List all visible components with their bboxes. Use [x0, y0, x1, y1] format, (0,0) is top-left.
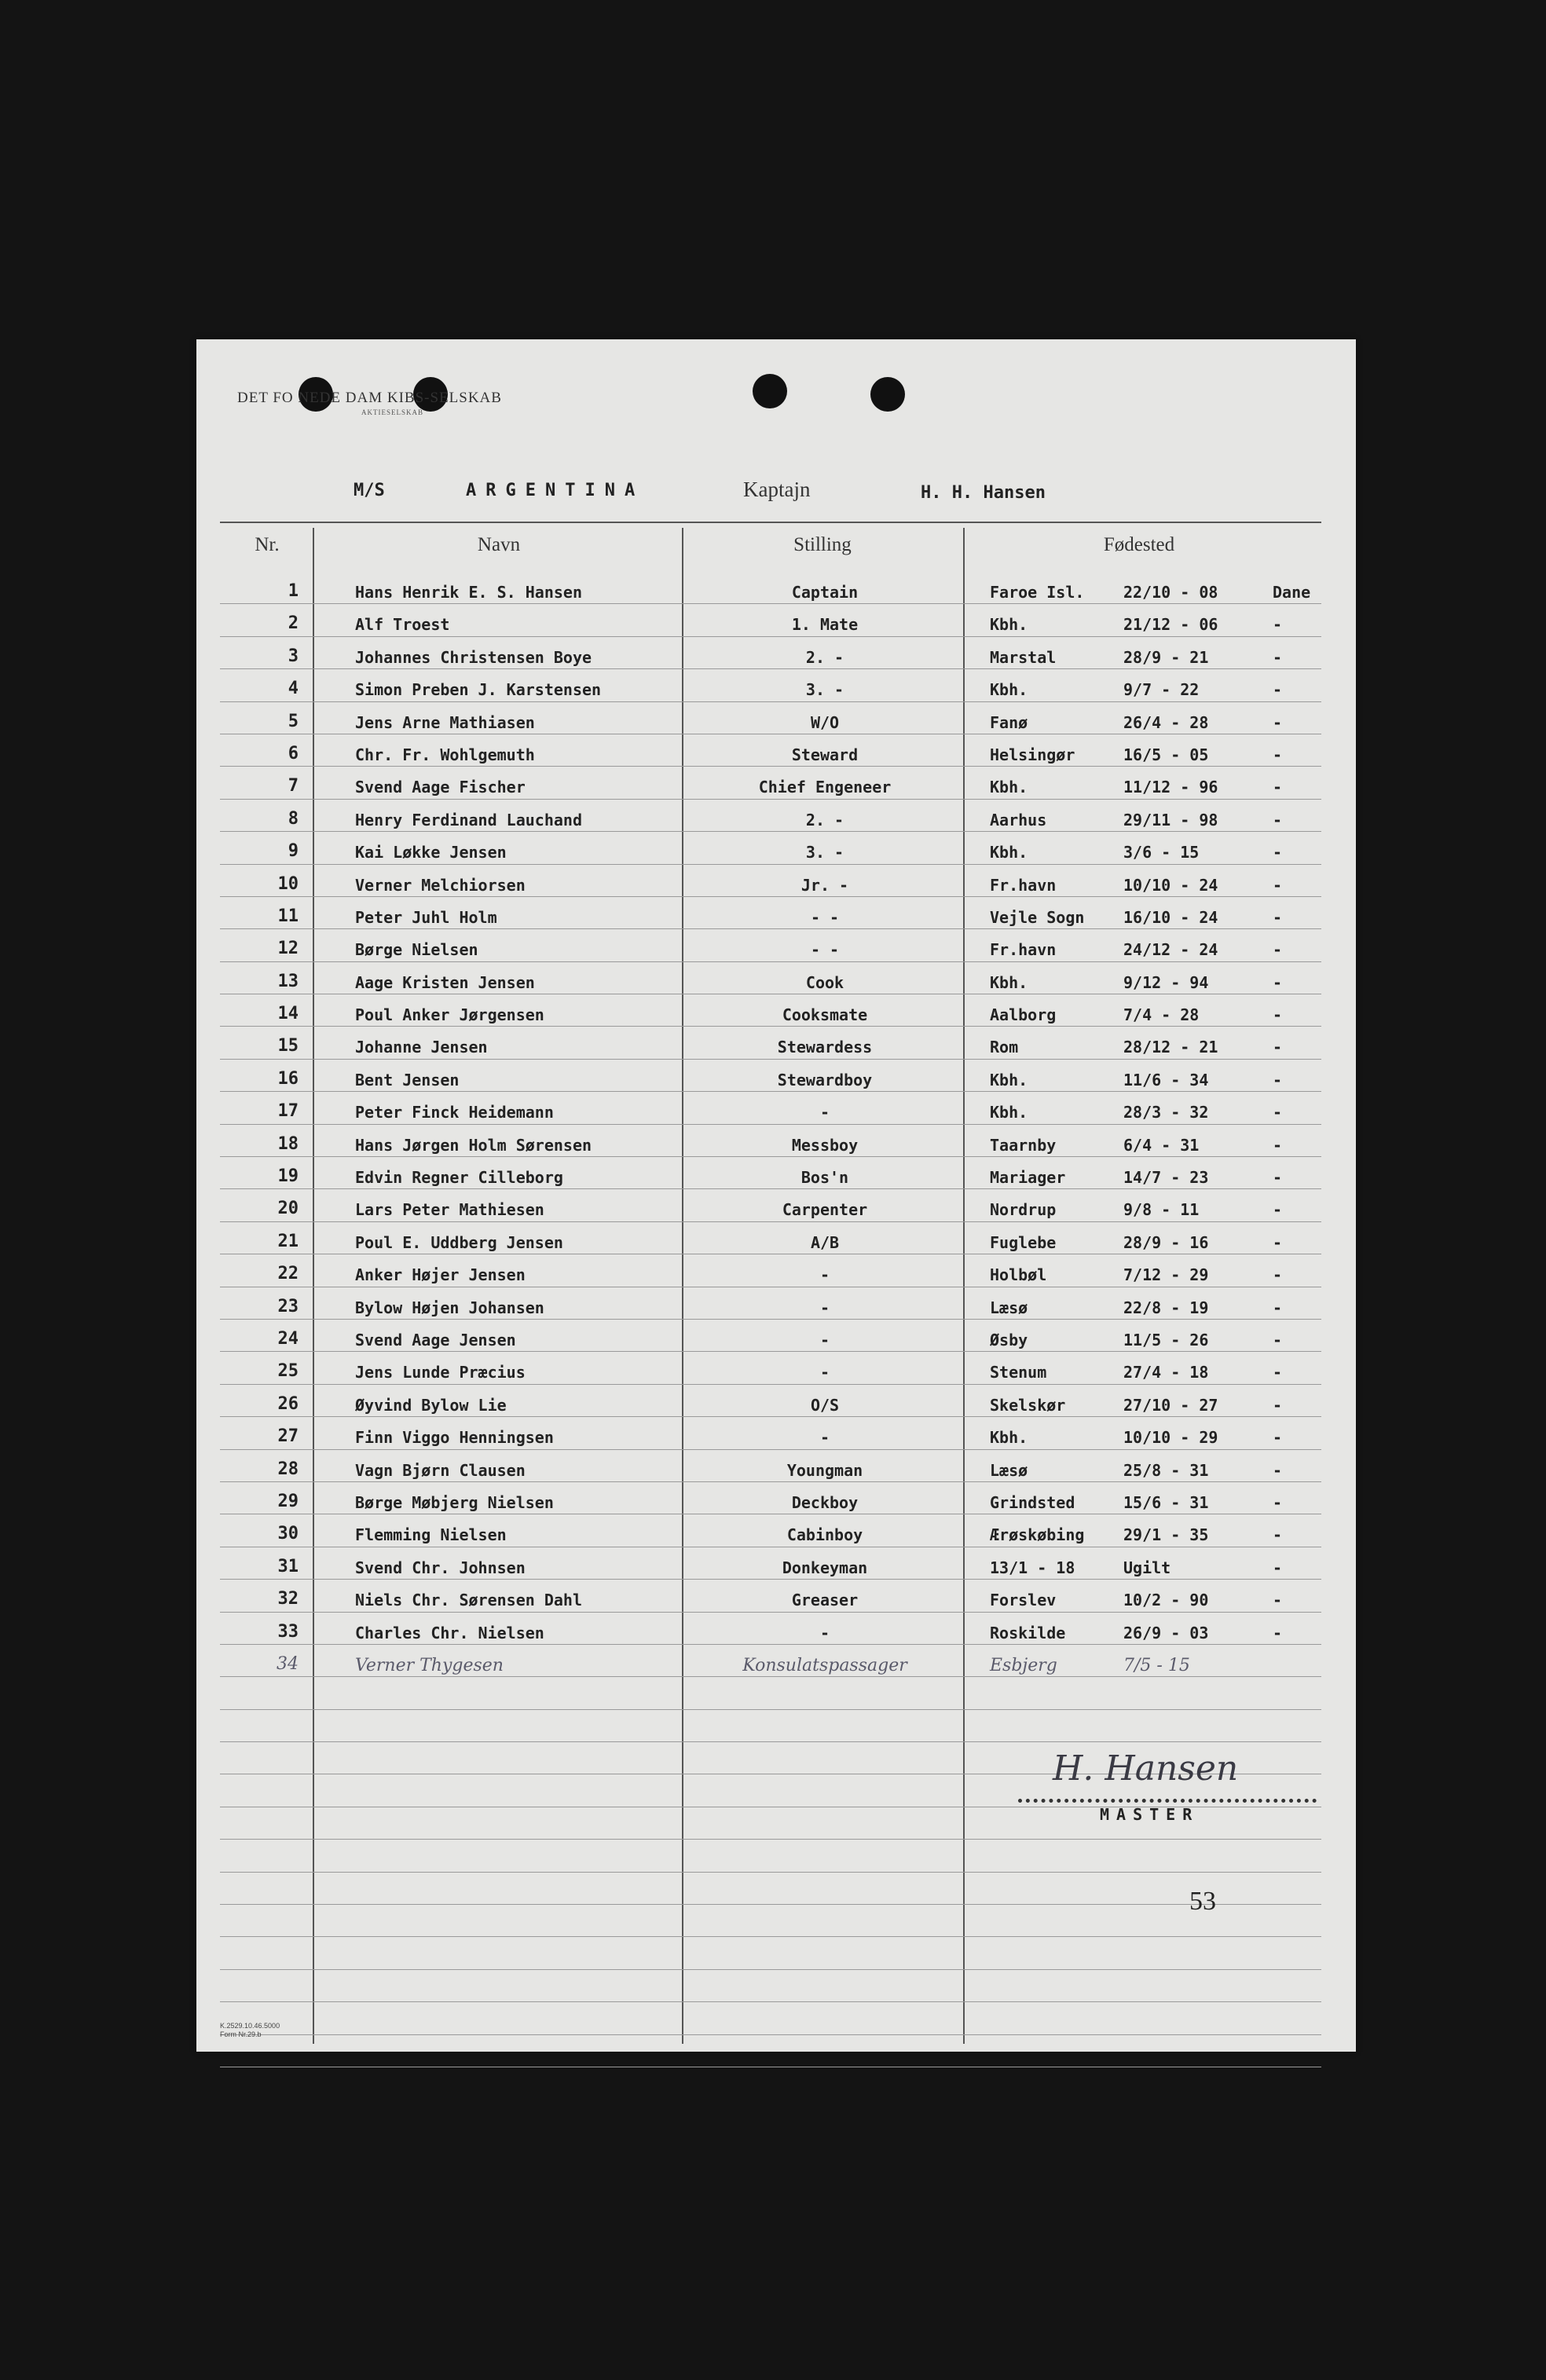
crew-cell-nat: -: [1273, 1591, 1283, 1610]
crew-cell-stil: 2. -: [805, 647, 844, 667]
empty-row: [220, 1677, 1321, 1709]
crew-cell-fod: Ærøskøbing: [990, 1525, 1085, 1545]
crew-cell-stil: Cook: [805, 972, 844, 992]
crew-cell-fod: Forslev: [990, 1591, 1057, 1610]
crew-cell-fod: Kbh.: [990, 1070, 1028, 1089]
crew-cell-stil: Stewardess: [777, 1038, 873, 1057]
crew-cell-nat: -: [1273, 1070, 1283, 1089]
crew-cell-dato: 3/6 - 15: [1123, 843, 1200, 862]
crew-cell-navn: Lars Peter Mathiesen: [355, 1200, 544, 1220]
crew-row: [220, 1320, 1321, 1352]
crew-cell-navn: Jens Arne Mathiasen: [355, 712, 535, 732]
crew-cell-fod: Stenum: [990, 1363, 1047, 1382]
crew-cell-stil: - -: [810, 907, 840, 927]
crew-cell-navn: Simon Preben J. Karstensen: [355, 680, 602, 700]
crew-row: [220, 572, 1321, 604]
form-code: [220, 2022, 280, 2039]
crew-cell-stil: Youngman: [786, 1460, 863, 1480]
crew-cell-nr: 11: [277, 906, 299, 926]
crew-cell-dato: 21/12 - 06: [1123, 615, 1218, 635]
crew-cell-nat: -: [1273, 1005, 1283, 1025]
crew-cell-fod: Fr.havn: [990, 940, 1057, 960]
crew-cell-nat: -: [1273, 778, 1283, 797]
crew-row: [220, 865, 1321, 897]
crew-cell-fod: Kbh.: [990, 972, 1028, 992]
crew-cell-dato: 15/6 - 31: [1123, 1492, 1209, 1512]
crew-cell-navn: Edvin Regner Cilleborg: [355, 1168, 563, 1188]
column-header-nr: Nr.: [255, 534, 280, 555]
crew-cell-nat: Dane: [1273, 583, 1311, 602]
crew-cell-dato: 24/12 - 24: [1123, 940, 1218, 960]
form-code-line: K.2529.10.46.5000: [220, 2022, 280, 2030]
crew-row: [220, 1222, 1321, 1254]
crew-cell-fod: Fr.havn: [990, 875, 1057, 895]
crew-cell-nr: 32: [277, 1589, 299, 1609]
crew-cell-fod: Grindsted: [990, 1492, 1075, 1512]
crew-cell-nat: -: [1273, 1460, 1283, 1480]
crew-cell-stil: -: [819, 1623, 830, 1642]
crew-cell-navn: Svend Chr. Johnsen: [355, 1558, 526, 1577]
crew-cell-navn: Peter Juhl Holm: [355, 907, 497, 927]
crew-cell-navn: Børge Møbjerg Nielsen: [355, 1492, 554, 1512]
empty-row: [220, 1937, 1321, 1969]
crew-cell-stil: -: [819, 1103, 830, 1122]
crew-cell-nat: -: [1273, 1492, 1283, 1512]
crew-row: [220, 604, 1321, 636]
crew-cell-dato: 9/12 - 94: [1123, 972, 1209, 992]
crew-cell-nat: -: [1273, 1298, 1283, 1317]
crew-cell-nat: -: [1273, 810, 1283, 829]
crew-cell-navn: Svend Aage Fischer: [355, 778, 526, 797]
crew-cell-dato: 16/10 - 24: [1123, 907, 1218, 927]
crew-cell-nr: 14: [277, 1004, 299, 1024]
crew-cell-nat: -: [1273, 1168, 1283, 1188]
crew-cell-dato: 14/7 - 23: [1123, 1168, 1209, 1188]
crew-cell-stil: Cooksmate: [782, 1005, 868, 1025]
crew-row: [220, 1060, 1321, 1092]
crew-cell-nat: -: [1273, 1525, 1283, 1545]
crew-cell-nat: -: [1273, 907, 1283, 927]
crew-cell-stil: 2. -: [805, 810, 844, 829]
crew-cell-navn: Flemming Nielsen: [355, 1525, 507, 1545]
crew-cell-dato: 9/8 - 11: [1123, 1200, 1200, 1220]
empty-row: [220, 1970, 1321, 2002]
crew-cell-stil: Jr. -: [800, 875, 849, 895]
crew-cell-dato: 22/10 - 08: [1123, 583, 1218, 602]
crew-cell-fod: Esbjerg: [990, 1655, 1057, 1675]
empty-row: [220, 1840, 1321, 1872]
crew-cell-nat: -: [1273, 1038, 1283, 1057]
crew-cell-fod: Fuglebe: [990, 1232, 1057, 1252]
crew-cell-dato: 27/4 - 18: [1123, 1363, 1209, 1382]
crew-row: [220, 1352, 1321, 1384]
crew-cell-nr: 3: [288, 646, 299, 666]
crew-cell-dato: 16/5 - 05: [1123, 745, 1209, 764]
crew-cell-dato: 25/8 - 31: [1123, 1460, 1209, 1480]
crew-cell-navn: Poul E. Uddberg Jensen: [355, 1232, 563, 1252]
crew-cell-nat: -: [1273, 1623, 1283, 1642]
crew-row: [220, 1613, 1321, 1645]
crew-cell-navn: Johanne Jensen: [355, 1038, 488, 1057]
crew-cell-navn: Vagn Bjørn Clausen: [355, 1460, 526, 1480]
empty-row: [220, 1905, 1321, 1937]
crew-cell-dato: 9/7 - 22: [1123, 680, 1200, 700]
header-rule: [220, 522, 1321, 523]
crew-cell-navn: Alf Troest: [355, 615, 450, 635]
crew-cell-navn: Kai Løkke Jensen: [355, 843, 507, 862]
crew-cell-stil: Messboy: [791, 1135, 859, 1155]
vessel-line: [354, 481, 644, 500]
crew-cell-stil: Cabinboy: [786, 1525, 863, 1545]
crew-cell-stil: Carpenter: [782, 1200, 868, 1220]
crew-cell-nat: -: [1273, 647, 1283, 667]
crew-cell-navn: Hans Jørgen Holm Sørensen: [355, 1135, 592, 1155]
crew-cell-stil: Bos'n: [800, 1168, 849, 1188]
crew-cell-nr: 33: [277, 1621, 299, 1642]
crew-cell-nat: -: [1273, 1103, 1283, 1122]
crew-cell-fod: 13/1 - 18: [990, 1558, 1075, 1577]
crew-row: [220, 1027, 1321, 1059]
crew-cell-stil: -: [819, 1298, 830, 1317]
crew-cell-nr: 23: [277, 1296, 299, 1316]
crew-cell-fod: Øsby: [990, 1330, 1028, 1349]
crew-cell-dato: 10/10 - 24: [1123, 875, 1218, 895]
crew-cell-stil: O/S: [810, 1395, 840, 1415]
master-label: MASTER: [1100, 1805, 1200, 1824]
crew-cell-navn: Anker Højer Jensen: [355, 1265, 526, 1285]
master-signature: H. Hansen: [1053, 1748, 1239, 1789]
crew-cell-nr: 24: [277, 1328, 299, 1349]
crew-cell-nr: 29: [277, 1491, 299, 1511]
crew-cell-nr: 7: [288, 776, 299, 796]
crew-cell-nr: 27: [277, 1426, 299, 1447]
crew-row: [220, 1450, 1321, 1482]
crew-cell-stil: Donkeyman: [782, 1558, 868, 1577]
crew-cell-nr: 18: [277, 1133, 299, 1154]
crew-cell-nat: -: [1273, 1265, 1283, 1285]
empty-row: [220, 1873, 1321, 1905]
crew-row: [220, 962, 1321, 994]
crew-row: [220, 1482, 1321, 1514]
crew-cell-navn: Poul Anker Jørgensen: [355, 1005, 544, 1025]
crew-cell-fod: Kbh.: [990, 778, 1028, 797]
crew-cell-nat: -: [1273, 875, 1283, 895]
crew-cell-fod: Holbøl: [990, 1265, 1047, 1285]
crew-cell-fod: Kbh.: [990, 680, 1028, 700]
crew-cell-navn: Svend Aage Jensen: [355, 1330, 516, 1349]
crew-cell-stil: 3. -: [805, 843, 844, 862]
crew-cell-nr: 17: [277, 1101, 299, 1122]
crew-cell-stil: Stewardboy: [777, 1070, 873, 1089]
company-subtitle: AKTIESELSKAB: [361, 408, 423, 416]
crew-cell-nr: 4: [288, 679, 299, 699]
crew-cell-navn: Bent Jensen: [355, 1070, 460, 1089]
crew-cell-nr: 10: [277, 873, 299, 894]
crew-cell-stil: -: [819, 1428, 830, 1448]
crew-row: [220, 767, 1321, 799]
crew-cell-fod: Kbh.: [990, 843, 1028, 862]
crew-cell-nat: -: [1273, 1232, 1283, 1252]
crew-cell-nr: 9: [288, 841, 299, 862]
crew-row: [220, 832, 1321, 864]
crew-cell-nat: -: [1273, 1135, 1283, 1155]
crew-cell-nat: -: [1273, 1395, 1283, 1415]
crew-cell-nr: 22: [277, 1264, 299, 1284]
crew-cell-navn: Chr. Fr. Wohlgemuth: [355, 745, 535, 764]
crew-cell-fod: Mariager: [990, 1168, 1066, 1188]
crew-row: [220, 637, 1321, 669]
crew-row: [220, 1189, 1321, 1221]
crew-cell-stil: Greaser: [791, 1591, 859, 1610]
crew-cell-nr: 19: [277, 1166, 299, 1187]
crew-cell-nr: 16: [277, 1068, 299, 1089]
crew-row: [220, 1417, 1321, 1449]
column-header-fodested: Fødested: [1103, 534, 1175, 555]
empty-row: [220, 2035, 1321, 2067]
crew-cell-dato: Ugilt: [1123, 1558, 1171, 1577]
crew-row: [220, 1385, 1321, 1417]
crew-cell-nat: -: [1273, 1558, 1283, 1577]
crew-cell-dato: 11/12 - 96: [1123, 778, 1218, 797]
crew-cell-navn: Jens Lunde Præcius: [355, 1363, 526, 1382]
crew-cell-dato: 26/4 - 28: [1123, 712, 1209, 732]
crew-cell-navn: Henry Ferdinand Lauchand: [355, 810, 582, 829]
crew-row: [220, 669, 1321, 701]
crew-row: [220, 1514, 1321, 1547]
crew-cell-fod: Fanø: [990, 712, 1028, 732]
vessel-name: ARGENTINA: [466, 481, 645, 500]
crew-cell-nr: 20: [277, 1199, 299, 1219]
crew-cell-dato: 29/11 - 98: [1123, 810, 1218, 829]
crew-cell-navn: Øyvind Bylow Lie: [355, 1395, 507, 1415]
crew-cell-navn: Johannes Christensen Boye: [355, 647, 592, 667]
crew-cell-stil: A/B: [810, 1232, 840, 1252]
crew-cell-stil: -: [819, 1330, 830, 1349]
empty-row: [220, 1710, 1321, 1742]
crew-row: [220, 1547, 1321, 1580]
crew-cell-dato: 10/10 - 29: [1123, 1428, 1218, 1448]
crew-row: [220, 1645, 1321, 1677]
crew-cell-dato: 11/5 - 26: [1123, 1330, 1209, 1349]
crew-cell-dato: 22/8 - 19: [1123, 1298, 1209, 1317]
crew-cell-nat: -: [1273, 1428, 1283, 1448]
crew-cell-fod: Læsø: [990, 1460, 1028, 1480]
crew-cell-navn: Finn Viggo Henningsen: [355, 1428, 554, 1448]
crew-cell-navn: Hans Henrik E. S. Hansen: [355, 583, 582, 602]
crew-cell-nr: 12: [277, 939, 299, 959]
crew-row: [220, 702, 1321, 734]
crew-row: [220, 1125, 1321, 1157]
crew-cell-nr: 1: [288, 581, 299, 601]
crew-cell-fod: Kbh.: [990, 1103, 1028, 1122]
crew-cell-fod: Aalborg: [990, 1005, 1057, 1025]
crew-cell-nat: -: [1273, 680, 1283, 700]
crew-cell-fod: Taarnby: [990, 1135, 1057, 1155]
crew-cell-dato: 6/4 - 31: [1123, 1135, 1200, 1155]
crew-cell-stil: - -: [810, 940, 840, 960]
crew-row: [220, 1254, 1321, 1287]
crew-cell-fod: Rom: [990, 1038, 1019, 1057]
crew-cell-navn: Charles Chr. Nielsen: [355, 1623, 544, 1642]
crew-cell-navn: Bylow Højen Johansen: [355, 1298, 544, 1317]
crew-cell-nat: -: [1273, 712, 1283, 732]
crew-row: [220, 897, 1321, 929]
crew-list-sheet: [196, 339, 1356, 2052]
crew-cell-nr: 21: [277, 1231, 299, 1251]
crew-cell-fod: Skelskør: [990, 1395, 1066, 1415]
crew-cell-fod: Vejle Sogn: [990, 907, 1085, 927]
crew-row: [220, 1287, 1321, 1320]
crew-cell-stil: -: [819, 1265, 830, 1285]
crew-cell-stil: Deckboy: [791, 1492, 859, 1512]
crew-cell-nr: 2: [288, 613, 299, 634]
signature-dotted-line: [1018, 1799, 1317, 1803]
crew-cell-fod: Roskilde: [990, 1623, 1066, 1642]
captain-name: H. H. Hansen: [921, 483, 1046, 503]
crew-cell-nat: -: [1273, 843, 1283, 862]
crew-cell-nr: 30: [277, 1524, 299, 1544]
crew-cell-nr: 15: [277, 1036, 299, 1056]
crew-row: [220, 734, 1321, 767]
crew-cell-navn: Verner Thygesen: [355, 1655, 504, 1675]
crew-cell-nr: 13: [277, 971, 299, 991]
crew-cell-navn: Peter Finck Heidemann: [355, 1103, 554, 1122]
crew-cell-stil: -: [819, 1363, 830, 1382]
crew-cell-stil: Konsulatspassager: [742, 1655, 907, 1675]
crew-cell-stil: 1. Mate: [791, 615, 859, 635]
crew-cell-dato: 7/12 - 29: [1123, 1265, 1209, 1285]
crew-cell-nr: 26: [277, 1393, 299, 1414]
crew-cell-navn: Aage Kristen Jensen: [355, 972, 535, 992]
crew-row: [220, 800, 1321, 832]
crew-row: [220, 1092, 1321, 1124]
crew-cell-dato: 28/9 - 21: [1123, 647, 1209, 667]
crew-cell-dato: 11/6 - 34: [1123, 1070, 1209, 1089]
crew-cell-dato: 28/9 - 16: [1123, 1232, 1209, 1252]
punch-hole: [870, 377, 905, 412]
crew-cell-dato: 27/10 - 27: [1123, 1395, 1218, 1415]
crew-cell-nat: -: [1273, 1330, 1283, 1349]
crew-cell-fod: Helsingør: [990, 745, 1075, 764]
crew-cell-nr: 28: [277, 1459, 299, 1479]
empty-row: [220, 2002, 1321, 2034]
crew-cell-nat: -: [1273, 1363, 1283, 1382]
crew-cell-fod: Marstal: [990, 647, 1057, 667]
crew-cell-stil: Chief Engeneer: [758, 778, 892, 797]
crew-cell-nr: 6: [288, 743, 299, 763]
crew-cell-fod: Faroe Isl.: [990, 583, 1085, 602]
crew-row: [220, 994, 1321, 1027]
crew-cell-stil: Steward: [791, 745, 859, 764]
crew-cell-stil: 3. -: [805, 680, 844, 700]
column-header-stilling: Stilling: [793, 534, 852, 555]
crew-cell-fod: Nordrup: [990, 1200, 1057, 1220]
punch-hole: [753, 374, 787, 408]
crew-cell-dato: 7/4 - 28: [1123, 1005, 1200, 1025]
vessel-prefix: M/S: [354, 481, 385, 500]
crew-cell-stil: Captain: [791, 583, 859, 602]
company-name: DET FO NEDE DAM KIBS-SELSKAB: [237, 390, 502, 406]
crew-cell-dato: 29/1 - 35: [1123, 1525, 1209, 1545]
column-header-navn: Navn: [477, 534, 521, 555]
crew-cell-dato: 28/12 - 21: [1123, 1038, 1218, 1057]
form-code-line: Form Nr.29.b: [220, 2030, 262, 2038]
crew-cell-nat: -: [1273, 615, 1283, 635]
crew-cell-nat: -: [1273, 745, 1283, 764]
crew-cell-fod: Læsø: [990, 1298, 1028, 1317]
crew-cell-nr: 25: [277, 1361, 299, 1382]
page-number: 53: [1189, 1887, 1216, 1916]
crew-table: [220, 572, 1321, 2067]
crew-cell-dato: 26/9 - 03: [1123, 1623, 1209, 1642]
crew-cell-fod: Kbh.: [990, 1428, 1028, 1448]
captain-label: Kaptajn: [743, 478, 811, 501]
crew-cell-nat: -: [1273, 972, 1283, 992]
crew-cell-nr: 5: [288, 711, 299, 731]
crew-row: [220, 929, 1321, 961]
crew-cell-dato: 7/5 - 15: [1123, 1655, 1190, 1675]
crew-cell-navn: Børge Nielsen: [355, 940, 478, 960]
crew-cell-fod: Aarhus: [990, 810, 1047, 829]
crew-cell-dato: 10/2 - 90: [1123, 1591, 1209, 1610]
crew-cell-dato: 28/3 - 32: [1123, 1103, 1209, 1122]
crew-row: [220, 1157, 1321, 1189]
crew-cell-nr: 8: [288, 808, 299, 829]
crew-cell-navn: Verner Melchiorsen: [355, 875, 526, 895]
crew-cell-stil: W/O: [810, 712, 840, 732]
crew-cell-navn: Niels Chr. Sørensen Dahl: [355, 1591, 582, 1610]
crew-row: [220, 1580, 1321, 1612]
crew-cell-nr: 31: [277, 1556, 299, 1576]
crew-cell-nr: 34: [277, 1653, 299, 1674]
crew-cell-fod: Kbh.: [990, 615, 1028, 635]
crew-cell-nat: -: [1273, 1200, 1283, 1220]
crew-cell-nat: -: [1273, 940, 1283, 960]
